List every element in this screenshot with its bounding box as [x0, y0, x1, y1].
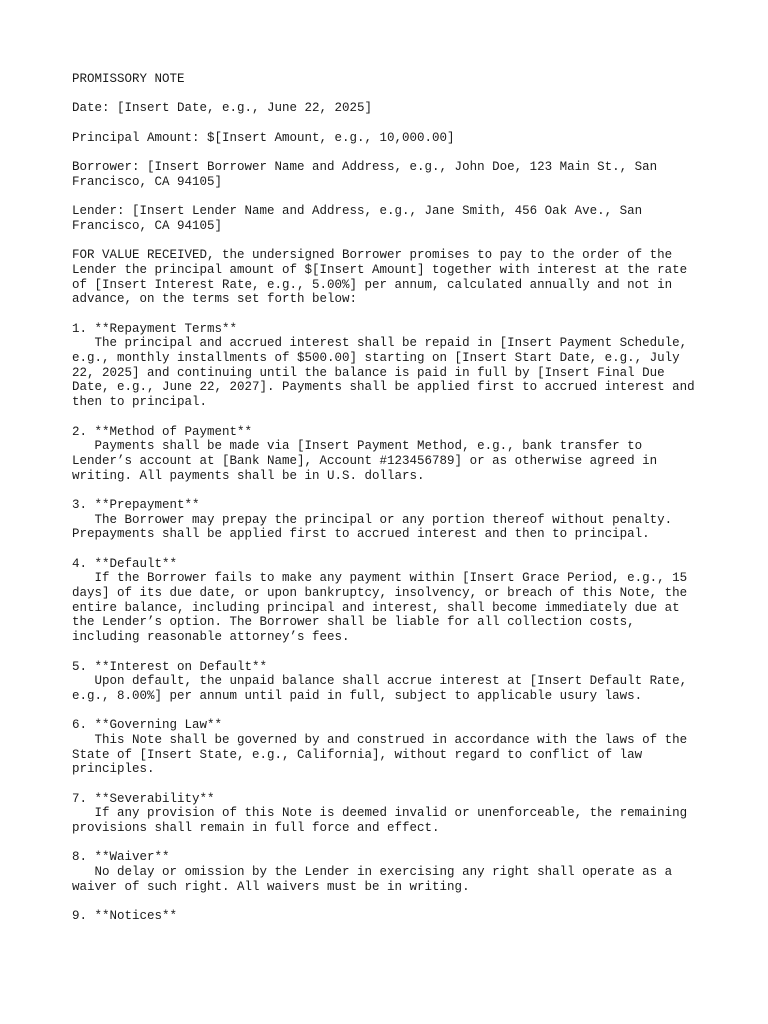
section-body-line: including reasonable attorney’s fees.	[72, 630, 350, 645]
section-heading: 9. **Notices**	[72, 909, 178, 924]
preamble-line: of [Insert Interest Rate, e.g., 5.00%] per annum, calculated annually and not in	[72, 277, 673, 292]
spacer	[72, 410, 712, 425]
preamble-line: Lender the principal amount of $[Insert Amount] together with interest at the rate	[72, 262, 688, 277]
spacer	[72, 307, 712, 322]
section-body-line: Prepayments shall be applied first to accrued interest and then to principal.	[72, 527, 650, 542]
document-page	[72, 72, 712, 924]
document-title: PROMISSORY NOTE	[72, 72, 185, 86]
section-heading: 5. **Interest on Default**	[72, 659, 268, 674]
spacer	[72, 645, 712, 660]
section-body-line: days] of its due date, or upon bankruptcy, insolvency, or breach of this Note, the	[72, 586, 688, 601]
spacer	[72, 704, 712, 719]
spacer	[72, 542, 712, 557]
section-body-line: Upon default, the unpaid balance shall accrue interest at [Insert Default Rate,	[72, 674, 688, 689]
section-body-line: If the Borrower fails to make any payment within [Insert Grace Period, e.g., 15	[72, 571, 688, 586]
section-body-line: This Note shall be governed by and construed in accordance with the laws of the	[72, 732, 688, 747]
section-8	[72, 850, 712, 894]
section-5	[72, 660, 712, 704]
section-heading: 4. **Default**	[72, 556, 178, 571]
principal-amount-line: Principal Amount: $[Insert Amount, e.g., 10,000.00]	[72, 130, 455, 145]
preamble-paragraph	[72, 248, 712, 307]
spacer	[72, 836, 712, 851]
spacer	[72, 234, 712, 249]
section-6	[72, 718, 712, 777]
section-9	[72, 909, 712, 924]
spacer	[72, 895, 712, 910]
lender-line: Lender: [Insert Lender Name and Address, e.g., Jane Smith, 456 Oak Ave., San	[72, 204, 643, 219]
section-body-line: State of [Insert State, e.g., California], without regard to conflict of law	[72, 747, 643, 762]
section-heading: 3. **Prepayment**	[72, 497, 200, 512]
section-body-line: No delay or omission by the Lender in exercising any right shall operate as a	[72, 865, 673, 880]
section-body-line: waiver of such right. All waivers must be in writing.	[72, 879, 470, 894]
section-heading: 6. **Governing Law**	[72, 718, 223, 733]
section-body-line: 22, 2025] and continuing until the balance is paid in full by [Insert Final Due	[72, 365, 665, 380]
borrower-line: Borrower: [Insert Borrower Name and Address, e.g., John Doe, 123 Main St., San	[72, 160, 658, 175]
section-body-line: entire balance, including principal and interest, shall become immediately due at	[72, 600, 680, 615]
section-1	[72, 322, 712, 410]
sections-container	[72, 322, 712, 924]
section-heading: 8. **Waiver**	[72, 850, 170, 865]
section-body-line: The Borrower may prepay the principal or any portion thereof without penalty.	[72, 512, 673, 527]
borrower-block	[72, 160, 712, 189]
section-heading: 2. **Method of Payment**	[72, 424, 253, 439]
spacer	[72, 145, 712, 160]
lender-block	[72, 204, 712, 233]
section-body-line: Date, e.g., June 22, 2027]. Payments shall be applied first to accrued interest and	[72, 380, 695, 395]
section-body-line: If any provision of this Note is deemed invalid or unenforceable, the remaining	[72, 806, 688, 821]
section-2	[72, 425, 712, 484]
section-3	[72, 498, 712, 542]
section-heading: 7. **Severability**	[72, 791, 215, 806]
section-body-line: e.g., monthly installments of $500.00] starting on [Insert Start Date, e.g., July	[72, 351, 680, 366]
spacer	[72, 87, 712, 102]
section-7	[72, 792, 712, 836]
section-body-line: principles.	[72, 762, 155, 777]
section-heading: 1. **Repayment Terms**	[72, 321, 238, 336]
section-body-line: e.g., 8.00%] per annum until paid in full, subject to applicable usury laws.	[72, 688, 643, 703]
section-body-line: provisions shall remain in full force and effect.	[72, 821, 440, 836]
spacer	[72, 483, 712, 498]
section-body-line: Payments shall be made via [Insert Payment Method, e.g., bank transfer to	[72, 439, 643, 454]
spacer	[72, 190, 712, 205]
section-body-line: then to principal.	[72, 395, 208, 410]
preamble-line: advance, on the terms set forth below:	[72, 292, 358, 307]
section-body-line: Lender’s account at [Bank Name], Account #123456789] or as otherwise agreed in	[72, 453, 658, 468]
section-body-line: writing. All payments shall be in U.S. dollars.	[72, 468, 425, 483]
borrower-line: Francisco, CA 94105]	[72, 174, 223, 189]
date-line: Date: [Insert Date, e.g., June 22, 2025]	[72, 101, 373, 116]
spacer	[72, 777, 712, 792]
section-body-line: The principal and accrued interest shall be repaid in [Insert Payment Schedule,	[72, 336, 688, 351]
spacer	[72, 116, 712, 131]
lender-line: Francisco, CA 94105]	[72, 218, 223, 233]
section-4	[72, 557, 712, 645]
section-body-line: the Lender’s option. The Borrower shall be liable for all collection costs,	[72, 615, 635, 630]
preamble-line: FOR VALUE RECEIVED, the undersigned Borrower promises to pay to the order of the	[72, 248, 673, 263]
